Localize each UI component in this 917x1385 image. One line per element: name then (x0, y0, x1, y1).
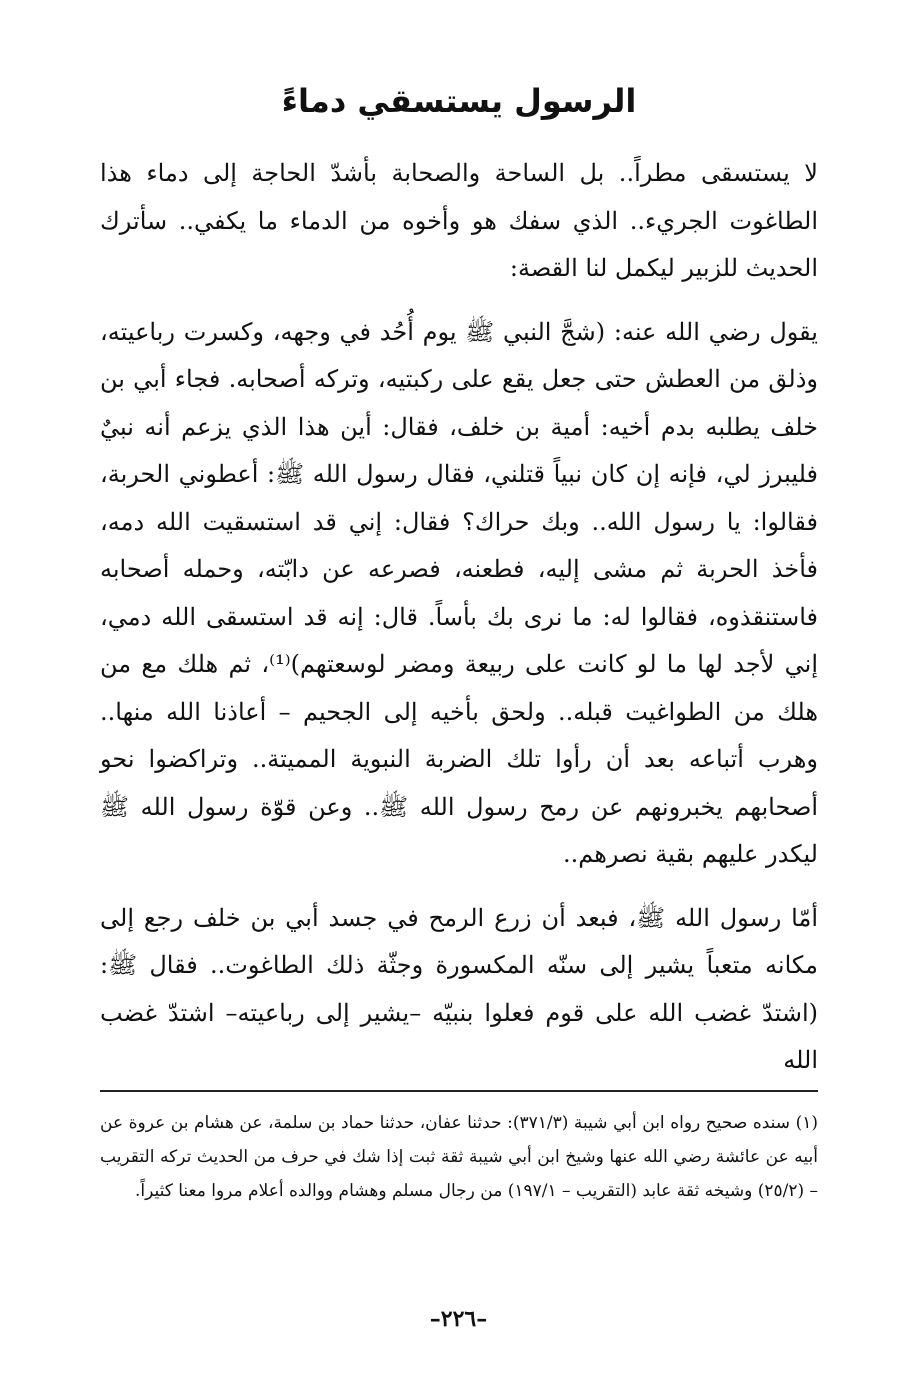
paragraph-3: أمّا رسول الله ﷺ، فبعد أن زرع الرمح في جسد أبي بن خلف رجع إلى مكانه متعباً يشير إلى سنّه المكسورة وجثّة ذلك الطاغوت.. فقال ﷺ: (اشتدّ غضب الله على قوم فعلوا بنبيّه –يشير إلى رباعيته– اشتدّ غضب الله (100, 903, 818, 1074)
footnote-text: (١) سنده صحيح رواه ابن أبي شيبة (٣٧١/٣): حدثنا عفان، حدثنا حماد بن سلمة، عن هشام بن عروة عن أبيه عن عائشة رضي الله عنها وشيخ ابن أبي شيبة ثقة ثبت إذا شك في حرف من الحديث تركه التقريب – (٢٥/٢) وشيخه ثقة عابد (التقريب – ١٩٧/١) من رجال مسلم وهشام ووالده أعلام مروا معنا كثيراً. (100, 1113, 818, 1201)
footnote (100, 1106, 818, 1208)
page-number: –٢٢٦– (429, 1306, 488, 1332)
chapter-heading: الرسول يستسقي دماءً (281, 82, 637, 120)
body-text (100, 150, 818, 1085)
paragraph-2: يقول رضي الله عنه: (شجَّ النبي ﷺ يوم أُحُد في وجهه، وكسرت رباعيته، وذلق من العطش حتى جعل يقع على ركبتيه، وتركه أصحابه. فجاء أبي بن خلف يطلبه بدم أخيه: أمية بن خلف، فقال: أين هذا الذي يزعم أنه نبيٌ فليبرز لي، فإنه إن كان نبياً قتلني، فقال رسول الله ﷺ: أعطوني الحربة، فقالوا: يا رسول الله.. وبك حراك؟ فقال: إني قد استسقيت الله دمه، فأخذ الحربة ثم مشى إليه، فطعنه، فصرعه عن دابّته، وحمله أصحابه فاستنقذوه، فقالوا له: ما نرى بك بأساً. قال: إنه قد استسقى الله دمي، إني لأجد لها ما لو كانت على ربيعة ومضر لوسعتهم)⁽¹⁾، ثم هلك مع من هلك من الطواغيت قبله.. ولحق بأخيه إلى الجحيم – أعاذنا الله منها.. وهرب أتباعه بعد أن رأوا تلك الضربة النبوية المميتة.. وتراكضوا نحو أصحابهم يخبرونهم عن رمح رسول الله ﷺ.. وعن قوّة رسول الله ﷺ ليكدر عليهم بقية نصرهم.. (100, 317, 819, 868)
paragraph-1: لا يستسقى مطراً.. بل الساحة والصحابة بأشدّ الحاجة إلى دماء هذا الطاغوت الجريء.. الذي سفك هو وأخوه من الدماء ما يكفي.. سأترك الحديث للزبير ليكمل لنا القصة: (100, 159, 818, 282)
footnote-separator (100, 1090, 818, 1092)
